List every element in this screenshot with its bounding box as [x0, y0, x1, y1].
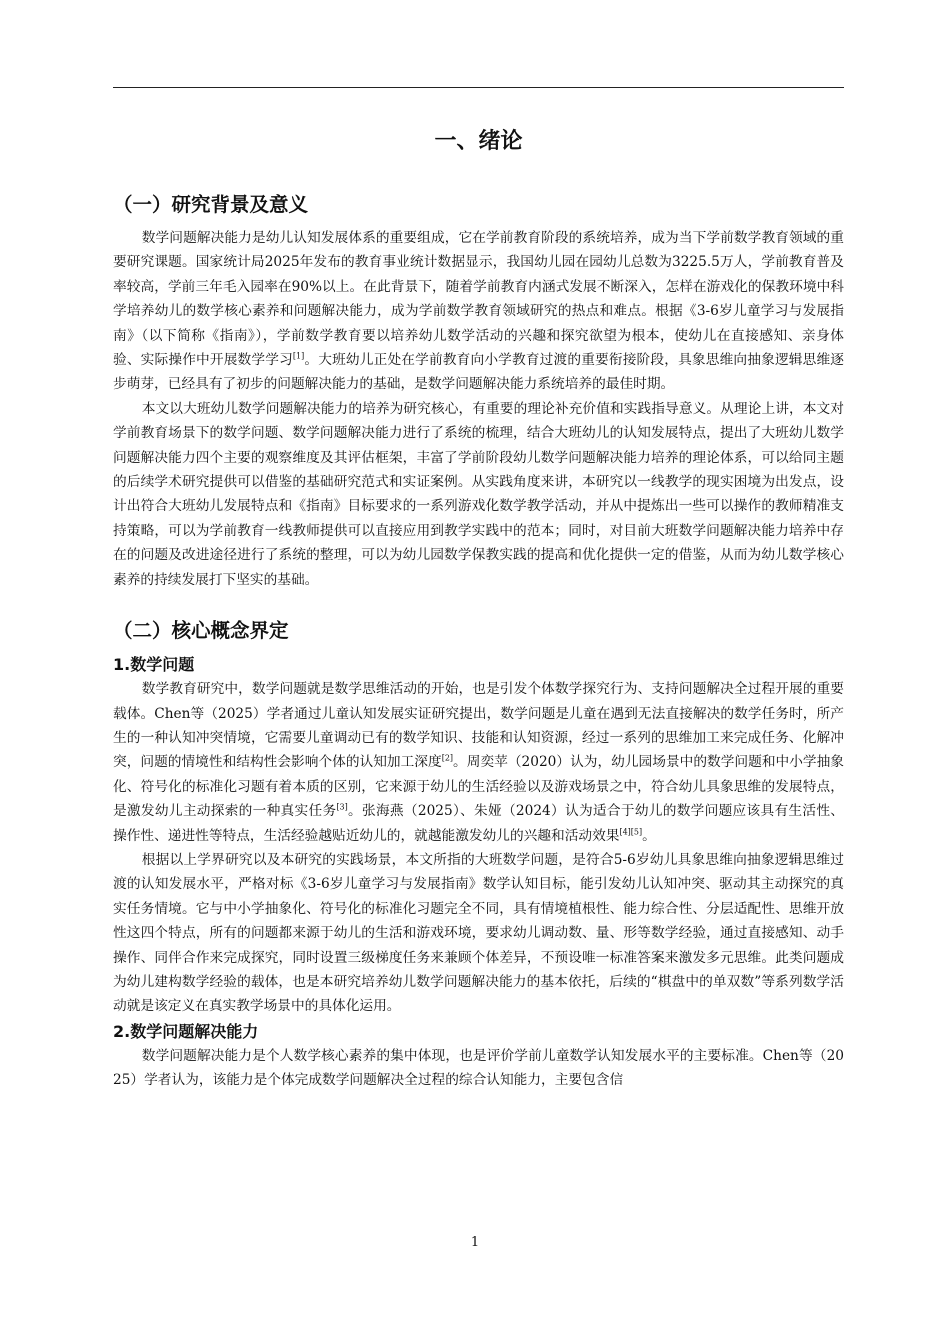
page-body — [113, 108, 844, 1093]
spacer — [113, 592, 844, 608]
paragraph-text: 。大班幼儿正处在学前教育向小学教育过渡的重要衔接阶段，具象思维向抽象逻辑思维逐步萌芽，已经具有了初步的问题解决能力的基础，是数学问题解决能力系统培养的最佳时期。 — [113, 352, 844, 393]
citation: [1] — [292, 351, 305, 361]
paragraph — [113, 226, 844, 397]
page-number: 1 — [470, 1235, 480, 1250]
paragraph: 数学问题解决能力是个人数学核心素养的集中体现，也是评价学前儿童数学认知发展水平的主要标准。Chen等（2025）学者认为，该能力是个体完成数学问题解决全过程的综合认知能力，主要包含信 — [113, 1047, 844, 1089]
citation: [3] — [336, 802, 348, 812]
section-heading-background: （一）研究背景及意义 — [113, 193, 309, 216]
paragraph-text: 。 — [642, 827, 656, 844]
paragraph — [113, 677, 844, 848]
section-heading-concepts: （二）核心概念界定 — [113, 619, 289, 643]
paragraph-text: 。张海燕（2025）、朱娅（2024）认为适合于幼儿的数学问题应该具有生活性、操作性、递进性等特点，生活经验越贴近幼儿的，就越能激发幼儿的兴趣和活动效果 — [113, 803, 844, 844]
subsection-heading-problem-solving: 2.数学问题解决能力 — [113, 1021, 259, 1041]
paragraph-text: 。周奕苹（2020）认为，幼儿园场景中的数学问题和中小学抽象化、符号化的标准化习题有着本质的区别，它来源于幼儿的生活经验以及游戏场景之中，符合幼儿具象思维的发展特点，是激发幼儿主动探索的一种真实任务 — [113, 754, 844, 820]
paragraph: 根据以上学界研究以及本研究的实践场景，本文所指的大班数学问题，是符合5-6岁幼儿具象思维向抽象逻辑思维过渡的认知发展水平，严格对标《3-6岁儿童学习与发展指南》数学认知目标，能引发幼儿认知冲突、驱动其主动探究的真实任务情境。它与中小学抽象化、符号化的标准化习题完全不同，具有情境植根性、能力综合性、分层适配性、思维开放性这四个特点，所有的问题都来源于幼儿的生活和游戏环境，要求幼儿调动数、量、形等数学经验，通过直接感知、动手操作、同伴合作来完成探究，同时设置三级梯度任务来兼顾个体差异，不预设唯一标准答案来激发多元思维。此类问题成为幼儿建构数学经验的载体，也是本研究培养幼儿数学问题解决能力的基本依托，后续的“棋盘中的单双数”等系列数学活动就是该定义在真实教学场景中的具体化运用。 — [113, 851, 844, 1015]
paragraph-text: 数学问题解决能力是幼儿认知发展体系的重要组成，它在学前教育阶段的系统培养，成为当下学前数学教育领域的重要研究课题。国家统计局2025年发布的教育事业统计数据显示，我国幼儿园在园幼儿总数为3225.5万人，学前教育普及率较高，学前三年毛入园率在90%以上。在此背景下，随着学前教育内涵式发展不断深入，怎样在游戏化的保教环境中科学培养幼儿的数学核心素养和问题解决能力，成为学前数学教育领域研究的热点和难点。根据《3-6岁儿童学习与发展指南》（以下简称《指南》），学前数学教育要以培养幼儿数学活动的兴趣和探究欲望为根本，使幼儿在直接感知、亲身体验、实际操作中开展数学学习 — [113, 230, 844, 369]
chapter-title: 一、绪论 — [434, 129, 523, 154]
paragraph-text: 数学教育研究中，数学问题就是数学思维活动的开始，也是引发个体数学探究行为、支持问题解决全过程开展的重要载体。Chen等（2025）学者通过儿童认知发展实证研究提出，数学问题是儿童在遇到无法直接解决的数学任务时，所产生的一种认知冲突情境，它需要儿童调动已有的数学知识、技能和认知资源，经过一系列的思维加工来完成任务、化解冲突，问题的情境性和结构性会影响个体的认知加工深度 — [113, 681, 844, 771]
citation: [4][5] — [619, 826, 643, 836]
paragraph: 本文以大班幼儿数学问题解决能力的培养为研究核心，有重要的理论补充价值和实践指导意义。从理论上讲，本文对学前教育场景下的数学问题、数学问题解决能力进行了系统的梳理，结合大班幼儿的认知发展特点，提出了大班幼儿数学问题解决能力四个主要的观察维度及其评估框架，丰富了学前阶段幼儿数学问题解决能力培养的理论体系，可以给同主题的后续学术研究提供可以借鉴的基础研究范式和实证案例。从实践角度来讲，本研究以一线教学的现实困境为出发点，设计出符合大班幼儿发展特点和《指南》目标要求的一系列游戏化数学教学活动，并从中提炼出一些可以操作的教师精准支持策略，可以为学前教育一线教师提供可以直接应用到教学实践中的范本；同时，对目前大班数学问题解决能力培养中存在的问题及改进途径进行了系统的整理，可以为幼儿园数学保教实践的提高和优化提供一定的借鉴，从而为幼儿数学核心素养的持续发展打下坚实的基础。 — [113, 400, 844, 588]
subsection-heading-math-problem: 1.数学问题 — [113, 655, 195, 675]
header-rule — [113, 87, 844, 88]
citation: [2] — [441, 753, 454, 763]
